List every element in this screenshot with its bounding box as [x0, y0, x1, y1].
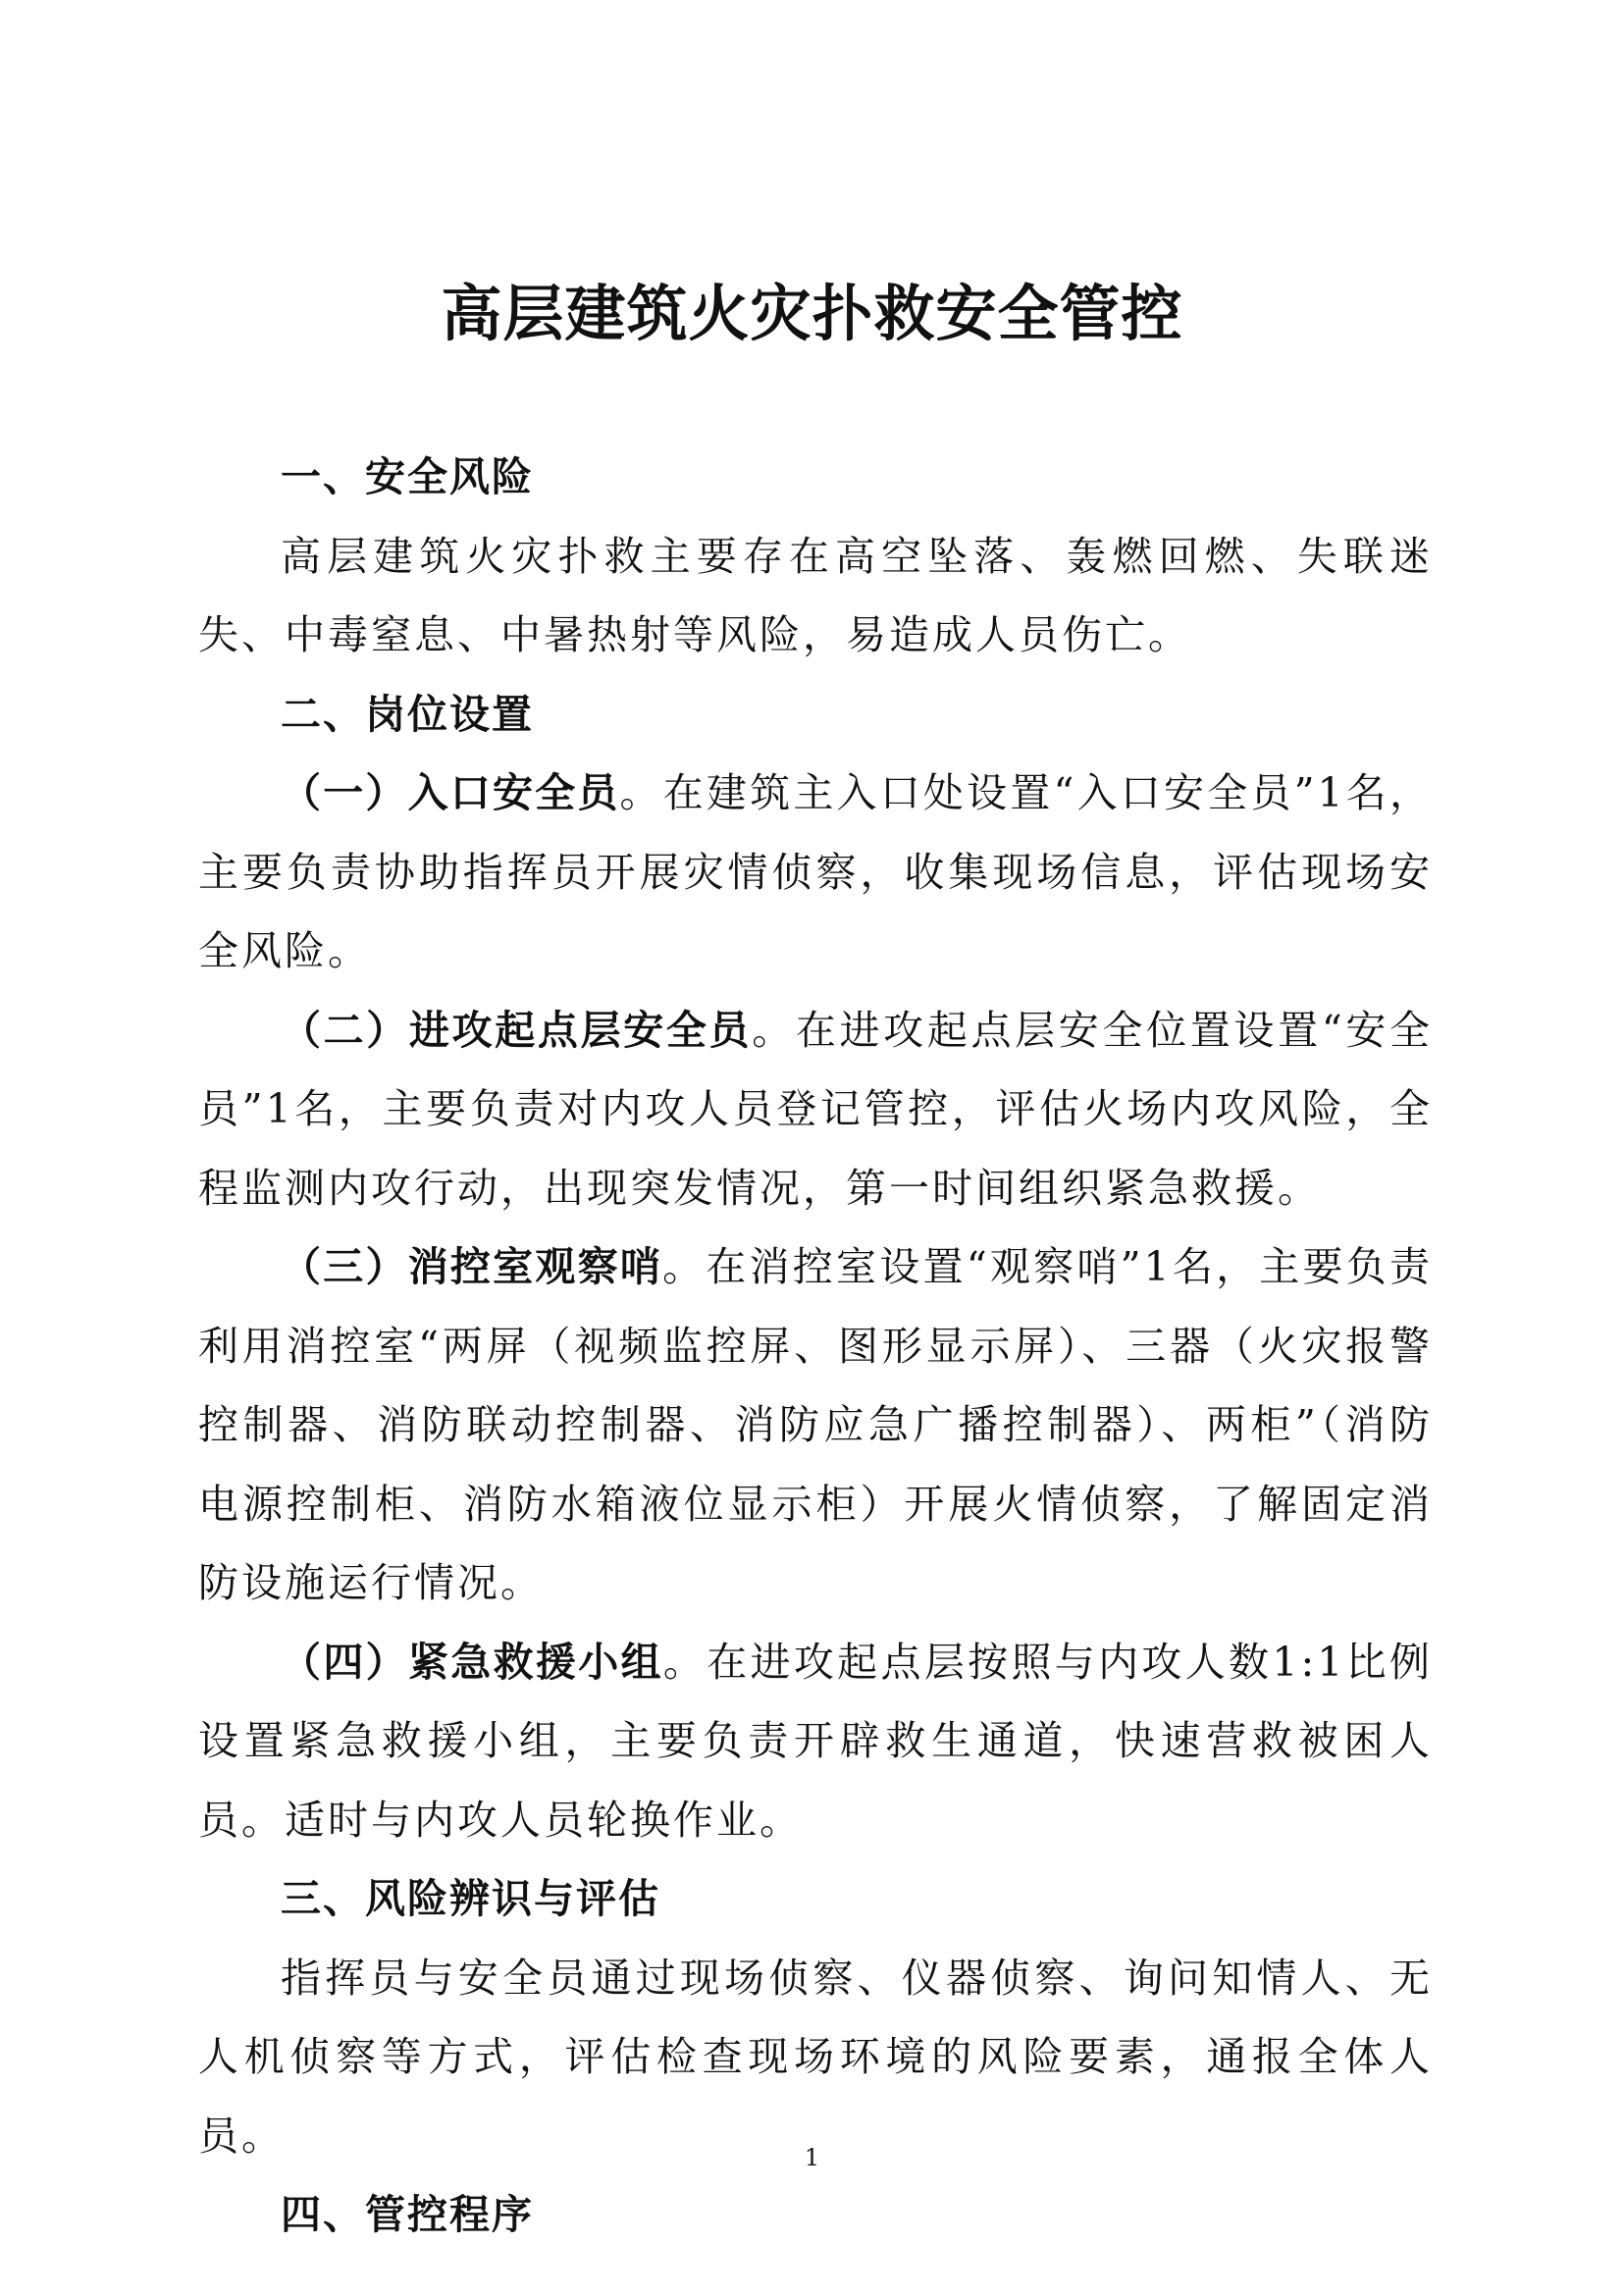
paragraph-attack-floor-safety-officer [198, 991, 1433, 1228]
paragraph-text: 。在进攻起点层按照与内攻人数1:1比例设置紧急救援小组，主要负责开辟救生通道，快速营救被困人员。适时与内攻人员轮换作业。 [198, 1638, 1434, 1844]
section-heading-positions: 二、岗位设置 [281, 690, 534, 738]
paragraph-risk: 高层建筑火灾扑救主要存在高空坠落、轰燃回燃、失联迷失、中毒窒息、中暑热射等风险，易造成人员伤亡。 [198, 532, 1433, 658]
document-body [198, 438, 1433, 2255]
paragraph-entrance-safety-officer [198, 754, 1433, 991]
document-title: 高层建筑火灾扑救安全管控 [441, 278, 1183, 349]
subheading-rescue-team: （四）紧急救援小组 [281, 1638, 663, 1686]
section-heading-risk: 一、安全风险 [281, 453, 534, 500]
paragraph-risk-assessment: 指挥员与安全员通过现场侦察、仪器侦察、询问知情人、无人机侦察等方式，评估检查现场环境的风险要素，通报全体人员。 [198, 1954, 1433, 2160]
section-heading-control-procedure: 四、管控程序 [281, 2191, 534, 2238]
section-heading-risk-assessment: 三、风险辨识与评估 [281, 1875, 660, 1922]
paragraph-control-room-observer [198, 1227, 1433, 1623]
subheading-entrance-safety-officer: （一）入口安全员 [281, 769, 620, 816]
subheading-attack-floor-safety-officer: （二）进攻起点层安全员 [281, 1006, 753, 1054]
page-number: 1 [804, 2144, 820, 2171]
paragraph-rescue-team [198, 1623, 1433, 1860]
paragraph-text: 。在建筑主入口处设置“入口安全员”1名，主要负责协助指挥员开展灾情侦察，收集现场信息，评估现场安全风险。 [198, 769, 1434, 974]
subheading-control-room-observer: （三）消控室观察哨 [281, 1243, 663, 1290]
paragraph-text: 。在进攻起点层安全位置设置“安全员”1名，主要负责对内攻人员登记管控，评估火场内攻风险，全程监测内攻行动，出现突发情况，第一时间组织紧急救援。 [198, 1006, 1434, 1212]
paragraph-text: 。在消控室设置“观察哨”1名，主要负责利用消控室“两屏（视频监控屏、图形显示屏）、三器（火灾报警控制器、消防联动控制器、消防应急广播控制器）、两柜”（消防电源控制柜、消防水箱液位显示柜）开展火情侦察，了解固定消防设施运行情况。 [198, 1243, 1433, 1606]
